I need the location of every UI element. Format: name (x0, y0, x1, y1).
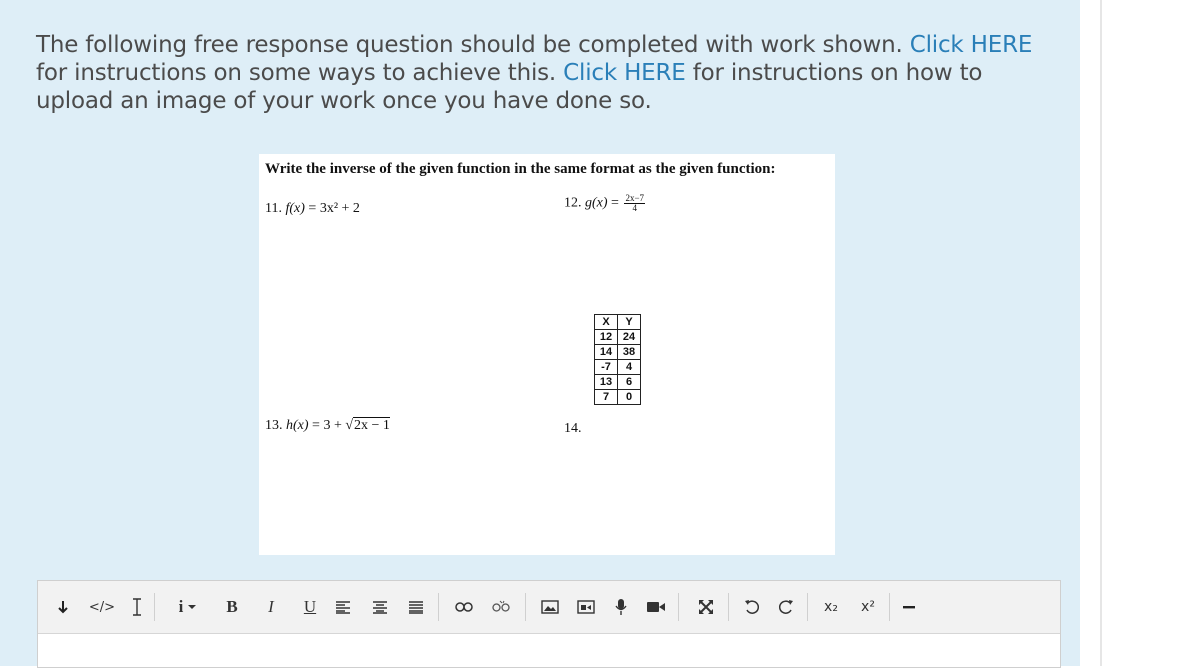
xy-table-header (595, 315, 641, 330)
q13-rhs: = 3 + (312, 418, 346, 433)
xy-table-cell: 38 (618, 345, 641, 360)
image-icon[interactable] (538, 595, 562, 619)
toolbar-separator (438, 593, 439, 621)
toolbar-separator (728, 593, 729, 621)
redo-icon[interactable] (775, 595, 797, 619)
align-center-icon[interactable] (369, 595, 391, 619)
question-14 (564, 421, 582, 437)
q13-sqrt: √2x − 1 (345, 418, 390, 433)
xy-header-cell: X (595, 315, 618, 330)
xy-table-cell: 14 (595, 345, 618, 360)
fullscreen-icon[interactable] (695, 595, 717, 619)
toolbar-separator (889, 593, 890, 621)
question-11 (265, 201, 360, 217)
xy-table-cell: 6 (618, 375, 641, 390)
page-scrollbar[interactable] (1100, 0, 1102, 666)
question-image (259, 154, 835, 555)
toolbar-separator (525, 593, 526, 621)
insert-arrow-icon[interactable] (52, 595, 74, 619)
instructions-link[interactable]: Click HERE (909, 32, 1033, 58)
intro-text-2: for instructions on some ways to achieve this. (36, 60, 564, 86)
q11-lhs: f(x) (285, 201, 305, 216)
answer-editor (37, 580, 1061, 668)
xy-table-row (595, 330, 641, 345)
cursor-icon[interactable] (128, 595, 146, 619)
xy-table-row (595, 390, 641, 405)
q12-numerator: 2x−7 (625, 193, 645, 203)
xy-table-cell: 24 (618, 330, 641, 345)
xy-table-row (595, 345, 641, 360)
align-justify-icon[interactable] (405, 595, 427, 619)
info-label: i (178, 597, 184, 616)
subscript-button[interactable]: x₂ (824, 599, 838, 615)
q11-rhs: = 3x² + 2 (308, 201, 360, 216)
link-icon[interactable] (452, 595, 476, 619)
underline-button[interactable]: U (303, 597, 317, 616)
intro-text-1: The following free response question should be completed with work shown. (36, 32, 910, 58)
q12-denominator: 4 (632, 203, 637, 213)
xy-table-row (595, 375, 641, 390)
unlink-icon[interactable] (489, 595, 513, 619)
media-icon[interactable] (574, 595, 598, 619)
superscript-button[interactable]: x² (861, 599, 875, 615)
bold-button[interactable]: B (226, 597, 238, 616)
question-13 (265, 418, 390, 434)
editor-content-area[interactable] (38, 634, 1060, 667)
q14-number: 14. (564, 421, 582, 436)
xy-table-cell: 13 (595, 375, 618, 390)
q13-lhs: h(x) (286, 418, 309, 433)
q13-number: 13. (265, 418, 283, 433)
source-code-button[interactable]: </> (88, 599, 116, 615)
chevron-down-icon (187, 603, 197, 611)
undo-icon[interactable] (741, 595, 763, 619)
video-icon[interactable] (644, 595, 668, 619)
q12-number: 12. (564, 195, 582, 211)
q12-lhs: g(x) (585, 195, 608, 211)
toolbar-separator (678, 593, 679, 621)
intro-text-3: for instructions on how to upload an image of your work once you have done so. (36, 60, 983, 114)
align-left-icon[interactable] (332, 595, 354, 619)
q12-fraction (624, 194, 645, 213)
q13-radicand: 2x − 1 (354, 418, 390, 433)
italic-button[interactable]: I (268, 597, 274, 616)
upload-instructions-link[interactable]: Click HERE (563, 60, 686, 86)
xy-table (594, 314, 641, 405)
xy-table-cell: 0 (618, 390, 641, 405)
toolbar-separator (154, 593, 155, 621)
xy-header-cell: Y (618, 315, 641, 330)
info-dropdown[interactable] (173, 595, 203, 619)
question-12 (564, 194, 645, 213)
xy-table-cell: -7 (595, 360, 618, 375)
q11-number: 11. (265, 201, 282, 216)
xy-table-row (595, 360, 641, 375)
editor-toolbar (38, 581, 1060, 634)
xy-table-cell: 12 (595, 330, 618, 345)
microphone-icon[interactable] (610, 595, 632, 619)
q12-eq: = (611, 195, 619, 211)
xy-table-cell: 4 (618, 360, 641, 375)
toolbar-separator (807, 593, 808, 621)
xy-table-cell: 7 (595, 390, 618, 405)
instructions-text (36, 31, 1046, 115)
question-heading: Write the inverse of the given function in the same format as the given function: (265, 161, 776, 177)
horizontal-rule-icon[interactable] (900, 595, 918, 619)
